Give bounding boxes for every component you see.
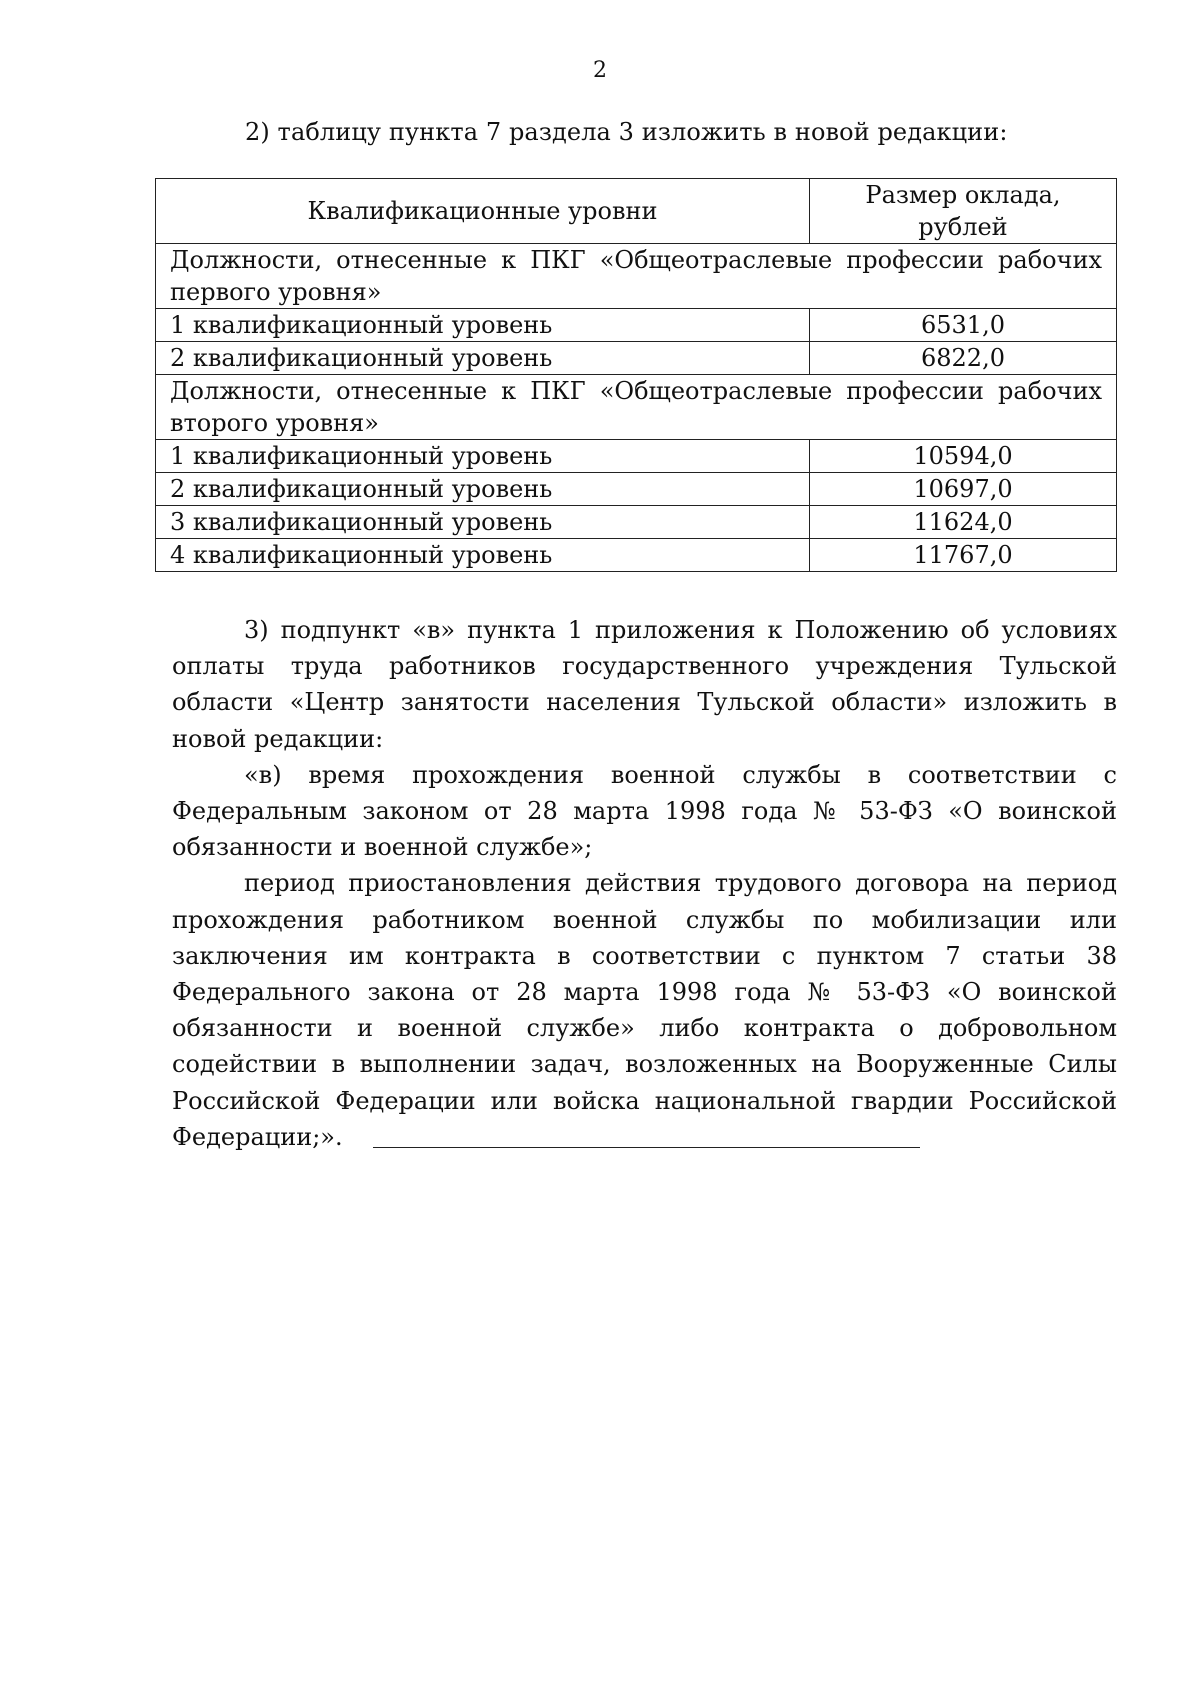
intro-line: 2) таблицу пункта 7 раздела 3 изложить в новой редакции:	[245, 118, 1008, 146]
header-qualification-levels: Квалификационные уровни	[156, 179, 810, 244]
salary-value-cell: 11767,0	[810, 539, 1117, 572]
group-row	[156, 244, 1117, 309]
level-cell: 3 квалификационный уровень	[156, 506, 810, 539]
group-row	[156, 375, 1117, 440]
salary-table	[155, 178, 1117, 572]
table-header-row	[156, 179, 1117, 244]
level-cell: 2 квалификационный уровень	[156, 473, 810, 506]
body-text	[172, 612, 1117, 1155]
level-cell: 2 квалификационный уровень	[156, 342, 810, 375]
salary-value-cell: 6531,0	[810, 309, 1117, 342]
closing-divider	[373, 1147, 920, 1148]
paragraph-suspension-period: период приостановления действия трудового договора на период прохождения работником военной службы по мобилизации или заключения им контракта в соответствии с пунктом 7 статьи 38 Федерального закона от 28 марта 1998 года № 53-ФЗ «О воинской обязанности и военной службе» либо контракта о добровольном содействии в выполнении задач, возложенных на Вооруженные Силы Российской Федерации или войска национальной гвардии Российской Федерации;».	[172, 869, 1117, 1151]
table-row	[156, 539, 1117, 572]
group-title-first-level: Должности, отнесенные к ПКГ «Общеотраслевые профессии рабочих первого уровня»	[156, 244, 1117, 309]
level-cell: 4 квалификационный уровень	[156, 539, 810, 572]
table-row	[156, 506, 1117, 539]
salary-value-cell: 6822,0	[810, 342, 1117, 375]
table-row	[156, 309, 1117, 342]
table-row	[156, 342, 1117, 375]
salary-value-cell: 11624,0	[810, 506, 1117, 539]
header-salary-size: Размер оклада, рублей	[810, 179, 1117, 244]
salary-value-cell: 10697,0	[810, 473, 1117, 506]
level-cell: 1 квалификационный уровень	[156, 309, 810, 342]
salary-value-cell: 10594,0	[810, 440, 1117, 473]
paragraph-subitem-v: «в) время прохождения военной службы в соответствии с Федеральным законом от 28 марта 1998 года № 53-ФЗ «О воинской обязанности и военной службе»;	[172, 760, 1117, 862]
level-cell: 1 квалификационный уровень	[156, 440, 810, 473]
group-title-second-level: Должности, отнесенные к ПКГ «Общеотраслевые профессии рабочих второго уровня»	[156, 375, 1117, 440]
table-row	[156, 440, 1117, 473]
page-number: 2	[593, 58, 607, 83]
paragraph-amendment-3: 3) подпункт «в» пункта 1 приложения к Положению об условиях оплаты труда работников государственного учреждения Тульской области «Центр занятости населения Тульской области» изложить в новой редакции:	[172, 616, 1117, 753]
table-row	[156, 473, 1117, 506]
